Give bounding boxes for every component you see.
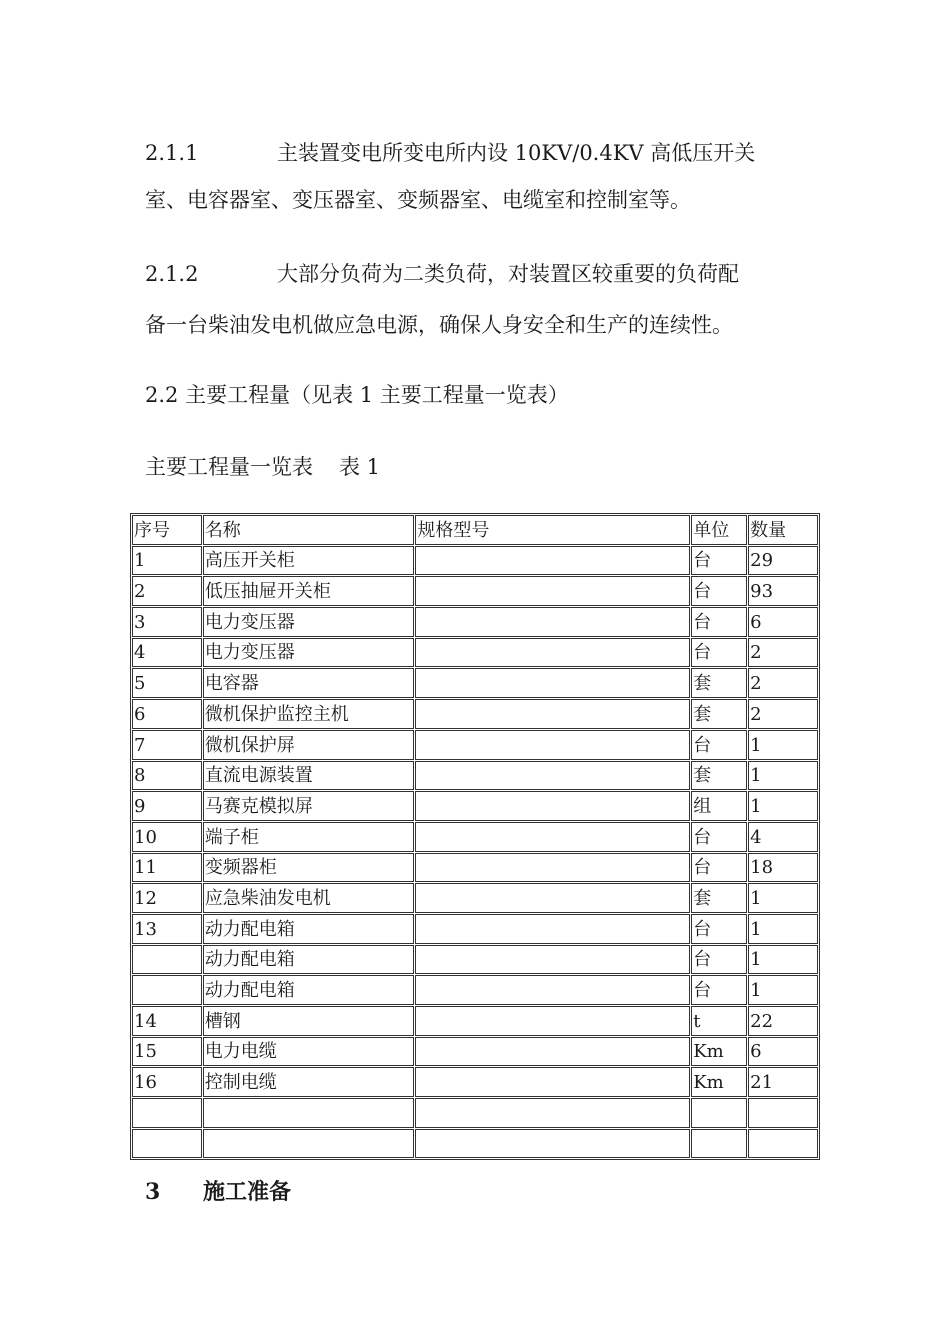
table-cell: 台 [691, 975, 747, 1005]
header-cell: 数量 [748, 515, 818, 545]
table-title: 主要工程量一览表 [145, 455, 313, 479]
table-cell: 16 [132, 1067, 202, 1097]
table-cell: 1 [132, 546, 202, 576]
table-cell: 1 [748, 883, 818, 913]
paragraph-2-1-2-line2: 备一台柴油发电机做应急电源，确保人身安全和生产的连续性。 [145, 313, 733, 337]
table-cell [415, 1098, 690, 1128]
table-cell: 套 [691, 668, 747, 698]
table-cell: 套 [691, 761, 747, 791]
table-cell: Km [691, 1067, 747, 1097]
table-cell: 台 [691, 853, 747, 883]
table-cell [415, 761, 690, 791]
table-cell: 18 [748, 853, 818, 883]
header-cell: 名称 [203, 515, 415, 545]
table-cell: 台 [691, 607, 747, 637]
table-cell [415, 699, 690, 729]
table-row [132, 1098, 818, 1128]
table-cell: 槽钢 [203, 1006, 415, 1036]
table-row [132, 730, 818, 760]
table-row [132, 945, 818, 975]
table-cell [415, 668, 690, 698]
quantity-table [130, 513, 820, 1160]
table-cell [415, 730, 690, 760]
table-cell: 2 [748, 668, 818, 698]
table-caption [145, 453, 825, 482]
table-cell: 动力配电箱 [203, 914, 415, 944]
table-row [132, 853, 818, 883]
table-cell: 电力电缆 [203, 1037, 415, 1067]
header-cell: 单位 [691, 515, 747, 545]
clause-text: 主装置变电所变电所内设 10KV/0.4KV 高低压开关 [277, 141, 756, 165]
table-cell: 控制电缆 [203, 1067, 415, 1097]
table-cell: 15 [132, 1037, 202, 1067]
table-cell [691, 1129, 747, 1159]
table-cell [415, 607, 690, 637]
table-row [132, 761, 818, 791]
table-cell: 台 [691, 822, 747, 852]
table-cell [415, 945, 690, 975]
table-cell [748, 1129, 818, 1159]
table-cell: 93 [748, 576, 818, 606]
table-cell: 台 [691, 914, 747, 944]
table-cell [691, 1098, 747, 1128]
table-cell: 13 [132, 914, 202, 944]
header-cell: 规格型号 [415, 515, 690, 545]
table-cell [415, 822, 690, 852]
table-cell: 2 [748, 699, 818, 729]
table-cell: 应急柴油发电机 [203, 883, 415, 913]
table-cell: Km [691, 1037, 747, 1067]
table-cell: 7 [132, 730, 202, 760]
table-cell: 马赛克模拟屏 [203, 791, 415, 821]
table-cell: 5 [132, 668, 202, 698]
table-row [132, 1067, 818, 1097]
table-cell: 1 [748, 975, 818, 1005]
table-row [132, 883, 818, 913]
table-cell: 2 [748, 638, 818, 668]
table-cell: 电容器 [203, 668, 415, 698]
table-cell: 1 [748, 945, 818, 975]
table-cell [415, 546, 690, 576]
table-cell [415, 853, 690, 883]
clause-number: 2.1.2 [145, 262, 199, 286]
table-cell: 8 [132, 761, 202, 791]
table-cell: 台 [691, 945, 747, 975]
table-cell: 台 [691, 730, 747, 760]
table-cell: 直流电源装置 [203, 761, 415, 791]
table-cell: 4 [132, 638, 202, 668]
table-cell: 12 [132, 883, 202, 913]
table-row [132, 1037, 818, 1067]
table-cell: 11 [132, 853, 202, 883]
table-cell [415, 1129, 690, 1159]
table-cell: 动力配电箱 [203, 975, 415, 1005]
table-cell [415, 914, 690, 944]
table-cell: 10 [132, 822, 202, 852]
table-cell [132, 975, 202, 1005]
table-row [132, 1129, 818, 1159]
table-row [132, 699, 818, 729]
table-row [132, 914, 818, 944]
table-cell: 微机保护屏 [203, 730, 415, 760]
table-label: 表 1 [339, 455, 381, 479]
table-cell: 1 [748, 914, 818, 944]
table-cell: 台 [691, 546, 747, 576]
table-cell [415, 638, 690, 668]
table-row [132, 975, 818, 1005]
table-cell [415, 1067, 690, 1097]
table-cell: 1 [748, 761, 818, 791]
table-cell [203, 1098, 415, 1128]
table-cell [415, 791, 690, 821]
table-cell: 1 [748, 730, 818, 760]
table-cell: 6 [748, 1037, 818, 1067]
table-cell: 电力变压器 [203, 607, 415, 637]
header-cell: 序号 [132, 515, 202, 545]
table-row [132, 576, 818, 606]
table-row [132, 822, 818, 852]
paragraph-2-1-2-line1 [145, 260, 825, 289]
table-cell: 21 [748, 1067, 818, 1097]
table-cell: 微机保护监控主机 [203, 699, 415, 729]
table-cell [748, 1098, 818, 1128]
table-cell [203, 1129, 415, 1159]
paragraph-2-1-1-line2: 室、电容器室、变压器室、变频器室、电缆室和控制室等。 [145, 188, 691, 212]
table-row [132, 607, 818, 637]
table-cell [415, 883, 690, 913]
table-cell: 电力变压器 [203, 638, 415, 668]
table-header-row [132, 515, 818, 545]
table-cell [132, 1129, 202, 1159]
table-cell: 1 [748, 791, 818, 821]
table-cell: 套 [691, 699, 747, 729]
table-cell: 6 [132, 699, 202, 729]
table-cell: 2 [132, 576, 202, 606]
table-cell: 14 [132, 1006, 202, 1036]
table-cell: 端子柜 [203, 822, 415, 852]
table-row [132, 638, 818, 668]
section-title: 施工准备 [203, 1179, 292, 1205]
table-row [132, 668, 818, 698]
table-cell: 低压抽屉开关柜 [203, 576, 415, 606]
section-heading [145, 1175, 291, 1206]
paragraph-2-2: 2.2 主要工程量（见表 1 主要工程量一览表） [145, 383, 569, 407]
table-cell: t [691, 1006, 747, 1036]
table-cell: 9 [132, 791, 202, 821]
table-cell [415, 1006, 690, 1036]
clause-text: 大部分负荷为二类负荷，对装置区较重要的负荷配 [277, 262, 739, 286]
table-cell: 22 [748, 1006, 818, 1036]
table-row [132, 546, 818, 576]
table-cell [415, 1037, 690, 1067]
table-cell: 台 [691, 576, 747, 606]
table-cell: 4 [748, 822, 818, 852]
table-cell: 组 [691, 791, 747, 821]
table-cell: 29 [748, 546, 818, 576]
table-cell: 6 [748, 607, 818, 637]
table-cell: 动力配电箱 [203, 945, 415, 975]
table-row [132, 791, 818, 821]
clause-number: 2.1.1 [145, 141, 199, 165]
table-cell [415, 975, 690, 1005]
table-cell: 套 [691, 883, 747, 913]
table-cell: 台 [691, 638, 747, 668]
paragraph-2-1-1-line1 [145, 139, 825, 168]
section-number: 3 [145, 1179, 161, 1205]
table-cell [415, 576, 690, 606]
table-cell: 3 [132, 607, 202, 637]
table-row [132, 1006, 818, 1036]
table-cell [132, 945, 202, 975]
table-cell: 高压开关柜 [203, 546, 415, 576]
table-cell: 变频器柜 [203, 853, 415, 883]
table-cell [132, 1098, 202, 1128]
